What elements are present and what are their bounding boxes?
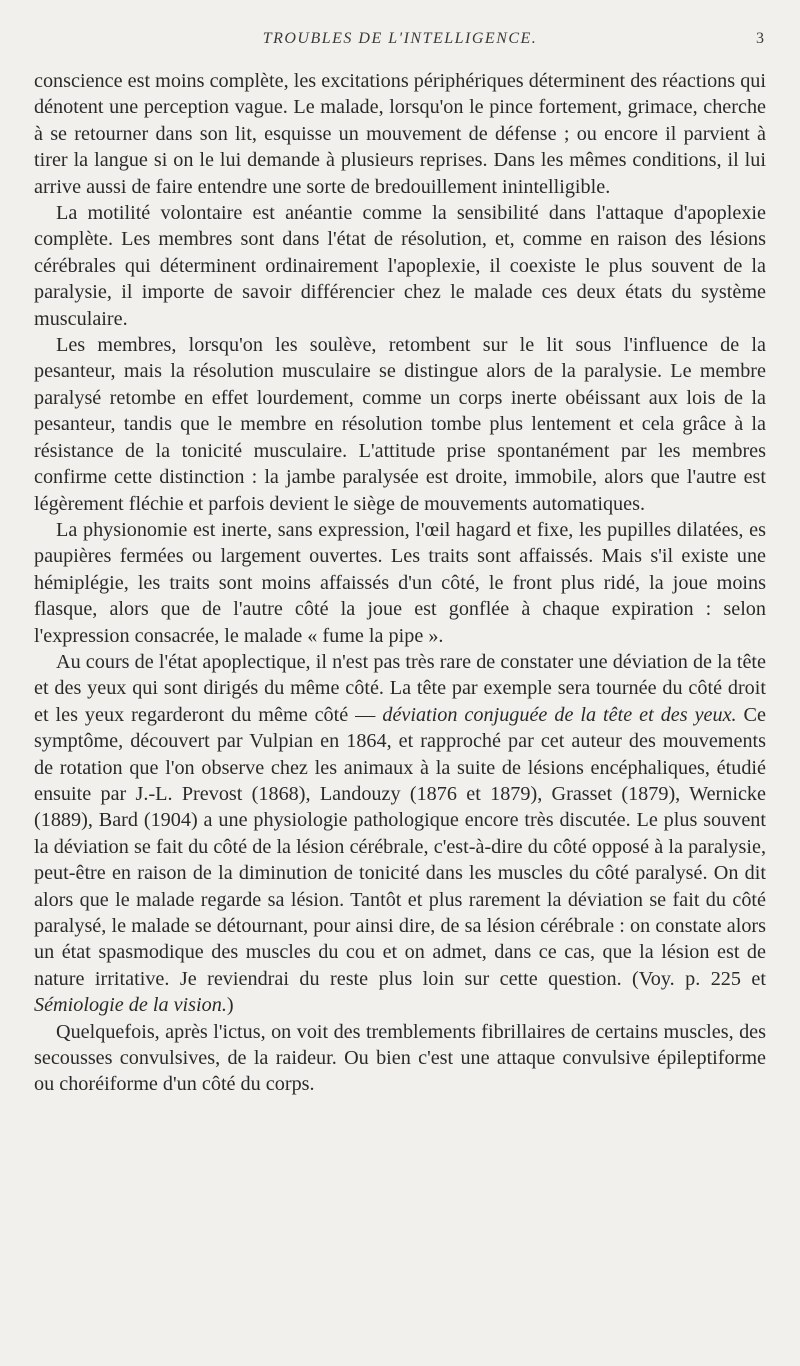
paragraph-5-part-1: Au cours de l'état apoplectique, il n'est pas très rare de constater une déviation de la tête et des yeux qui sont dirigés du même côté. La tête par exemple sera tournée du côté droit et les yeux regarderont du même côté — [34, 650, 766, 726]
paragraph-4: La physionomie est inerte, sans expression, l'œil hagard et fixe, les pupilles dilatées, es paupières fermées ou largement ouvertes. Les traits sont affaissés. Mais s'il existe une hémiplégie, les traits sont moins affaissés d'un côté, le front plus ridé, la joue moins flasque, alors que de l'autre côté la joue est gonflée à chaque expiration : selon l'expression consacrée, le malade « fume la pipe ». [34, 518, 766, 647]
running-title: TROUBLES DE L'INTELLIGENCE. [262, 30, 538, 47]
page-number: 3 [756, 30, 764, 47]
paragraph-1: conscience est moins complète, les excitations périphériques déterminent des réactions qui dénotent une perception vague. Le malade, lorsqu'on le pince fortement, grimace, cherche à se retourner dans son lit, esquisse un mouvement de défense ; ou encore il parvient à tirer la langue si on le lui demande à plusieurs reprises. Dans les mêmes conditions, il lui arrive aussi de faire entendre une sorte de bredouillement inintelligible. [34, 70, 766, 198]
paragraph-2: La motilité volontaire est anéantie comme la sensibilité dans l'attaque d'apoplexie complète. Les membres sont dans l'état de résolution, et, comme en raison des lésions cérébrales qui déterminent ordinairement l'apoplexie, il coexiste le plus souvent de la paralysie, il importe de savoir différencier chez le malade ces deux états du système musculaire. [34, 202, 766, 330]
paragraph-5-part-2: Ce symptôme, découvert par Vulpian en 1864, et rapproché par cet auteur des mouvements de rotation que l'on observe chez les animaux à la suite de lésions encéphaliques, étudié ensuite par J.-L. Prevost (1868), Landouzy (1876 et 1879), Grasset (1879), Wernicke (1889), Bard (1904) a une physiologie pathologique encore très discutée. Le plus souvent la déviation se fait du côté de la lésion cérébrale, c'est-à-dire du côté opposé à la paralysie, peut-être en raison de la diminution de tonicité dans les muscles du côté paralysé. On dit alors que le malade regarde sa lésion. Tantôt et plus rarement la déviation se fait du côté paralysé, le malade se détournant, pour ainsi dire, de sa lésion cérébrale : on constate alors un état spasmodique des muscles du cou et on admet, dans ce cas, que la lésion est de nature irritative. Je reviendrai du reste plus loin sur cette question. (Voy. p. 225 et [34, 703, 766, 990]
paragraph-3: Les membres, lorsqu'on les soulève, retombent sur le lit sous l'influence de la pesanteur, mais la résolution musculaire se distingue alors de la paralysie. Le membre paralysé retombe en effet lourdement, comme un corps inerte obéissant aux lois de la pesanteur, tandis que le membre en résolution tombe plus lentement et cela grâce à la résistance de la tonicité musculaire. L'attitude prise spontanément par les membres confirme cette distinction : la jambe paralysée est droite, immobile, alors que l'autre est légèrement fléchie et parfois devient le siège de mouvements automatiques. [34, 334, 766, 515]
paragraph-5 [34, 649, 766, 1019]
body-text [34, 68, 766, 1098]
paragraph-6: Quelquefois, après l'ictus, on voit des tremblements fibrillaires de certains muscles, des secousses convulsives, de la raideur. Ou bien c'est une attaque convulsive épileptiforme ou choréiforme d'un côté du corps. [34, 1020, 766, 1096]
paragraph-5-part-3: ) [226, 994, 234, 1017]
paragraph-5-reference-title: Sémiologie de la vision. [34, 994, 227, 1017]
paragraph-5-emphasis: déviation conjuguée de la tête et des yeux. [382, 703, 737, 726]
page-header [34, 30, 766, 56]
